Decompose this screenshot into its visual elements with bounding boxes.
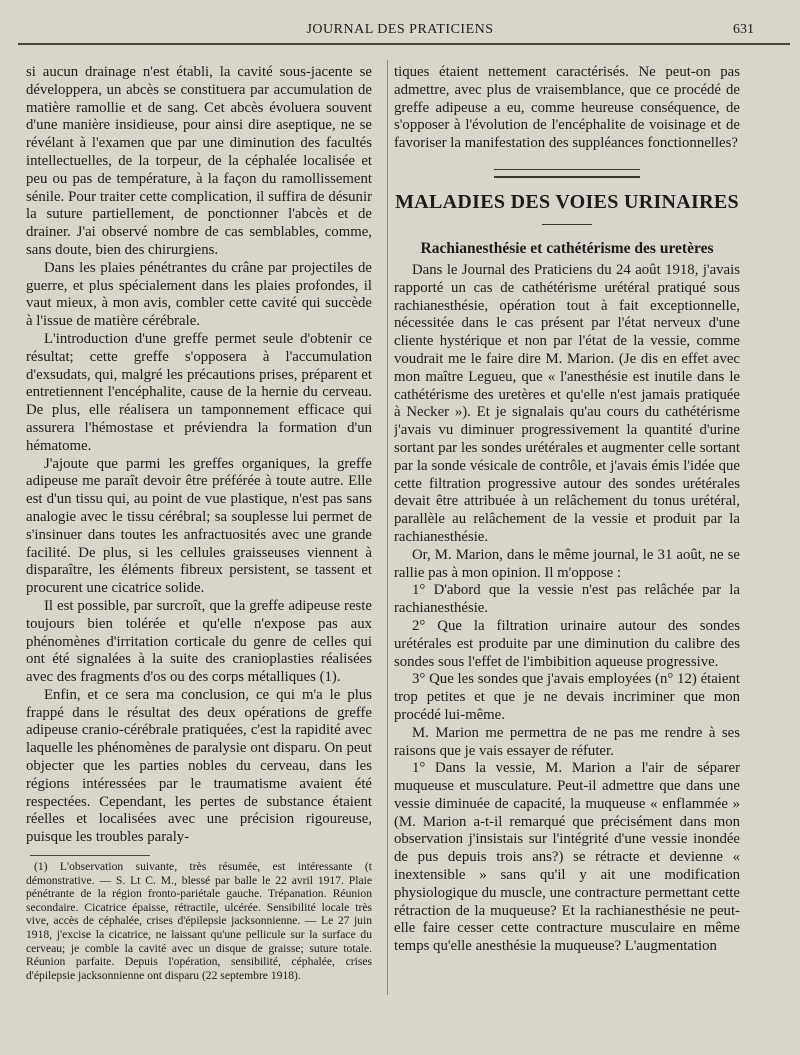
column-divider	[387, 60, 388, 995]
left-column	[26, 64, 372, 982]
left-paragraph-1: si aucun drainage n'est établi, la cavité sous-jacente se développera, un abcès se constituera par accumulation de matière ramollie et de sang. Cet abcès évoluera souvent d'une manière insidieuse, pour ainsi dire aseptique, ne se révélant à l'examen que par une diminution des facultés intellectuelles, de la torpeur, de la céphalée localisée et peu ou pas de température, à la façon du ramollissement sénile. Pour traiter cette complication, il suffira de désunir la suture partiellement, de ponctionner l'abcès et de drainer. J'ai observé nombre de cas semblables, comme, sans doute, bien des chirurgiens.	[26, 64, 372, 258]
section-ornament-rule	[494, 169, 640, 178]
right-paragraph-7: 1° Dans la vessie, M. Marion a l'air de séparer muqueuse et musculature. Peut-il admettre que dans une vessie diminuée de capacité, la muqueuse « enflammée » (M. Marion a-t-il remarqué que précisément dans mon observation j'insistais sur l'intégrité d'une vessie inondée de pus depuis trois ans?) se rétracte et devienne « inextensible » sans qu'il y ait une modification physiologique du muscle, une contracture permettant cette rétraction de la muqueuse? Et la rachianesthésie ne peut-elle faire cesser cette contracture musculaire en même temps qu'elle anesthésie la muqueuse? L'augmentation	[394, 760, 740, 955]
right-paragraph-6: M. Marion me permettra de ne pas me rendre à ses raisons que je vais essayer de réfuter.	[394, 724, 740, 759]
left-column-text	[26, 64, 372, 849]
right-paragraph-5: 3° Que les sondes que j'avais employées (n° 12) étaient trop petites et que je ne devais incriminer que mon procédé lui-même.	[394, 671, 740, 723]
section-title: MALADIES DES VOIES URINAIRES	[395, 190, 739, 213]
right-column	[394, 64, 740, 984]
right-paragraph-2: Or, M. Marion, dans le même journal, le 31 août, ne se rallie pas à mon opinion. Il m'oppose :	[394, 546, 740, 581]
left-paragraph-5: Il est possible, par surcroît, que la greffe adipeuse reste toujours bien tolérée et qu'elle n'expose pas aux phénomènes d'irritation corticale du genre de celles qui ont été signalées à la suite des cranioplasties réalisées avec des fragments d'os ou des corps métalliques (1).	[26, 597, 372, 686]
left-paragraph-4: J'ajoute que parmi les greffes organiques, la greffe adipeuse me paraît devoir être préférée à toute autre. Elle est d'un tissu qui, au point de vue plastique, n'est pas sans analogie avec le tissu cérébral; sa souplesse lui permet de s'insinuer dans toutes les anfractuosités avec une grande facilité. De plus, si les cellules graisseuses viennent à disparaître, les éléments fibreux persistent, se tassent et procurent une cicatrice solide.	[26, 455, 372, 597]
page-header	[0, 22, 800, 42]
right-paragraph-4: 2° Que la filtration urinaire autour des sondes urétérales est produite par une diminution du calibre des sondes sous l'effet de l'imbibition aqueuse progressive.	[394, 617, 740, 670]
section-short-rule	[542, 224, 592, 225]
right-paragraph-3: 1° D'abord que la vessie n'est pas relâchée par la rachianesthésie.	[394, 582, 740, 617]
running-title: JOURNAL DES PRATICIENS	[306, 22, 494, 37]
footnote-text: (1) L'observation suivante, très résumée, est intéressante (t démonstrative. — S. Lt C. M., blessé par balle le 22 avril 1917. Plaie pénétrante de la région fronto-pariétale gauche. Trépanation. Réunion secondaire. Cicatrice épaisse, rétractile, ulcérée. Sensibilité locale très vive, accès de céphalée, crises d'épilepsie jacksonnienne. — Le 27 juin 1918, j'excise la cicatrice, ne laissant qu'une pellicule sur la surface du cerveau; je comble la cavité avec un disque de graisse; suture totale. Réunion parfaite. Depuis l'opération, sensibilité, céphalée, crises d'épilepsie jacksonnienne ont disparu (22 septembre 1918).	[26, 860, 372, 982]
left-paragraph-6: Enfin, et ce sera ma conclusion, ce qui m'a le plus frappé dans le résultat des deux opérations de greffe adipeuse cranio-cérébrale pratiquées, c'est la rapidité avec laquelle les phénomènes de paralysie ont disparu. On peut objecter que les parties nobles du cerveau, dans les régions intéressées par le traumatisme avaient été respectées. Cependant, les pertes de substance étaient réelles et localisées avec une précision rigoureuse, puisque les troubles paraly-	[26, 686, 372, 846]
page-number: 631	[733, 22, 754, 37]
right-column-text	[394, 64, 740, 984]
footnote	[26, 860, 372, 982]
footnote-rule	[30, 855, 150, 856]
header-rule	[18, 43, 790, 45]
right-intro-paragraph: tiques étaient nettement caractérisés. Ne peut-on pas admettre, avec plus de vraisemblance, que ce procédé de greffe adipeuse a eu, comme heureuse conséquence, de s'opposer à l'évolution de l'encéphalite de voisinage et de favoriser la manifestation des suppléances fonctionnelles?	[394, 64, 740, 152]
article-title: Rachianesthésie et cathétérisme des uretères	[420, 239, 714, 257]
left-paragraph-2: Dans les plaies pénétrantes du crâne par projectiles de guerre, et plus spécialement dans les plaies profondes, il vaut mieux, à mon avis, combler cette cavité qui succède à l'issue de matière cérébrale.	[26, 259, 372, 330]
left-paragraph-3: L'introduction d'une greffe permet seule d'obtenir ce résultat; cette greffe s'opposera à l'accumulation d'exsudats, qui, malgré les précautions prises, préparent et entretiennent l'encéphalite, cause de la hernie du cerveau. De plus, elle réalisera un tamponnement efficace qui assurera l'hémostase et préviendra la formation d'un hématome.	[26, 330, 372, 454]
right-paragraph-1: Dans le Journal des Praticiens du 24 août 1918, j'avais rapporté un cas de cathétérisme urétéral pratiqué sous rachianesthésie, opération tout à fait exceptionnelle, nécessitée dans le cas présent par l'état nerveux d'une cliente hystérique et non par l'état de la vessie, comme voudrait me le faire dire M. Marion. (Je dis en effet avec mon maître Legueu, que « l'anesthésie est inutile dans le cathétérisme des uretères et qu'elle n'est jamais pratiquée à Necker »). Et je signalais qu'au cours du cathétérisme j'avais vu diminuer progressivement la quantité d'urine sortant par les sondes urétérales et augmenter celle sortant par la sonde vésicale de contrôle, et j'avais émis l'idée que cette filtration progressive autour des sondes urétérales devait être attribuée à un relâchement du tonus urétéral, parallèle au relâchement de la vessie et produit par la rachianesthésie.	[394, 261, 740, 545]
